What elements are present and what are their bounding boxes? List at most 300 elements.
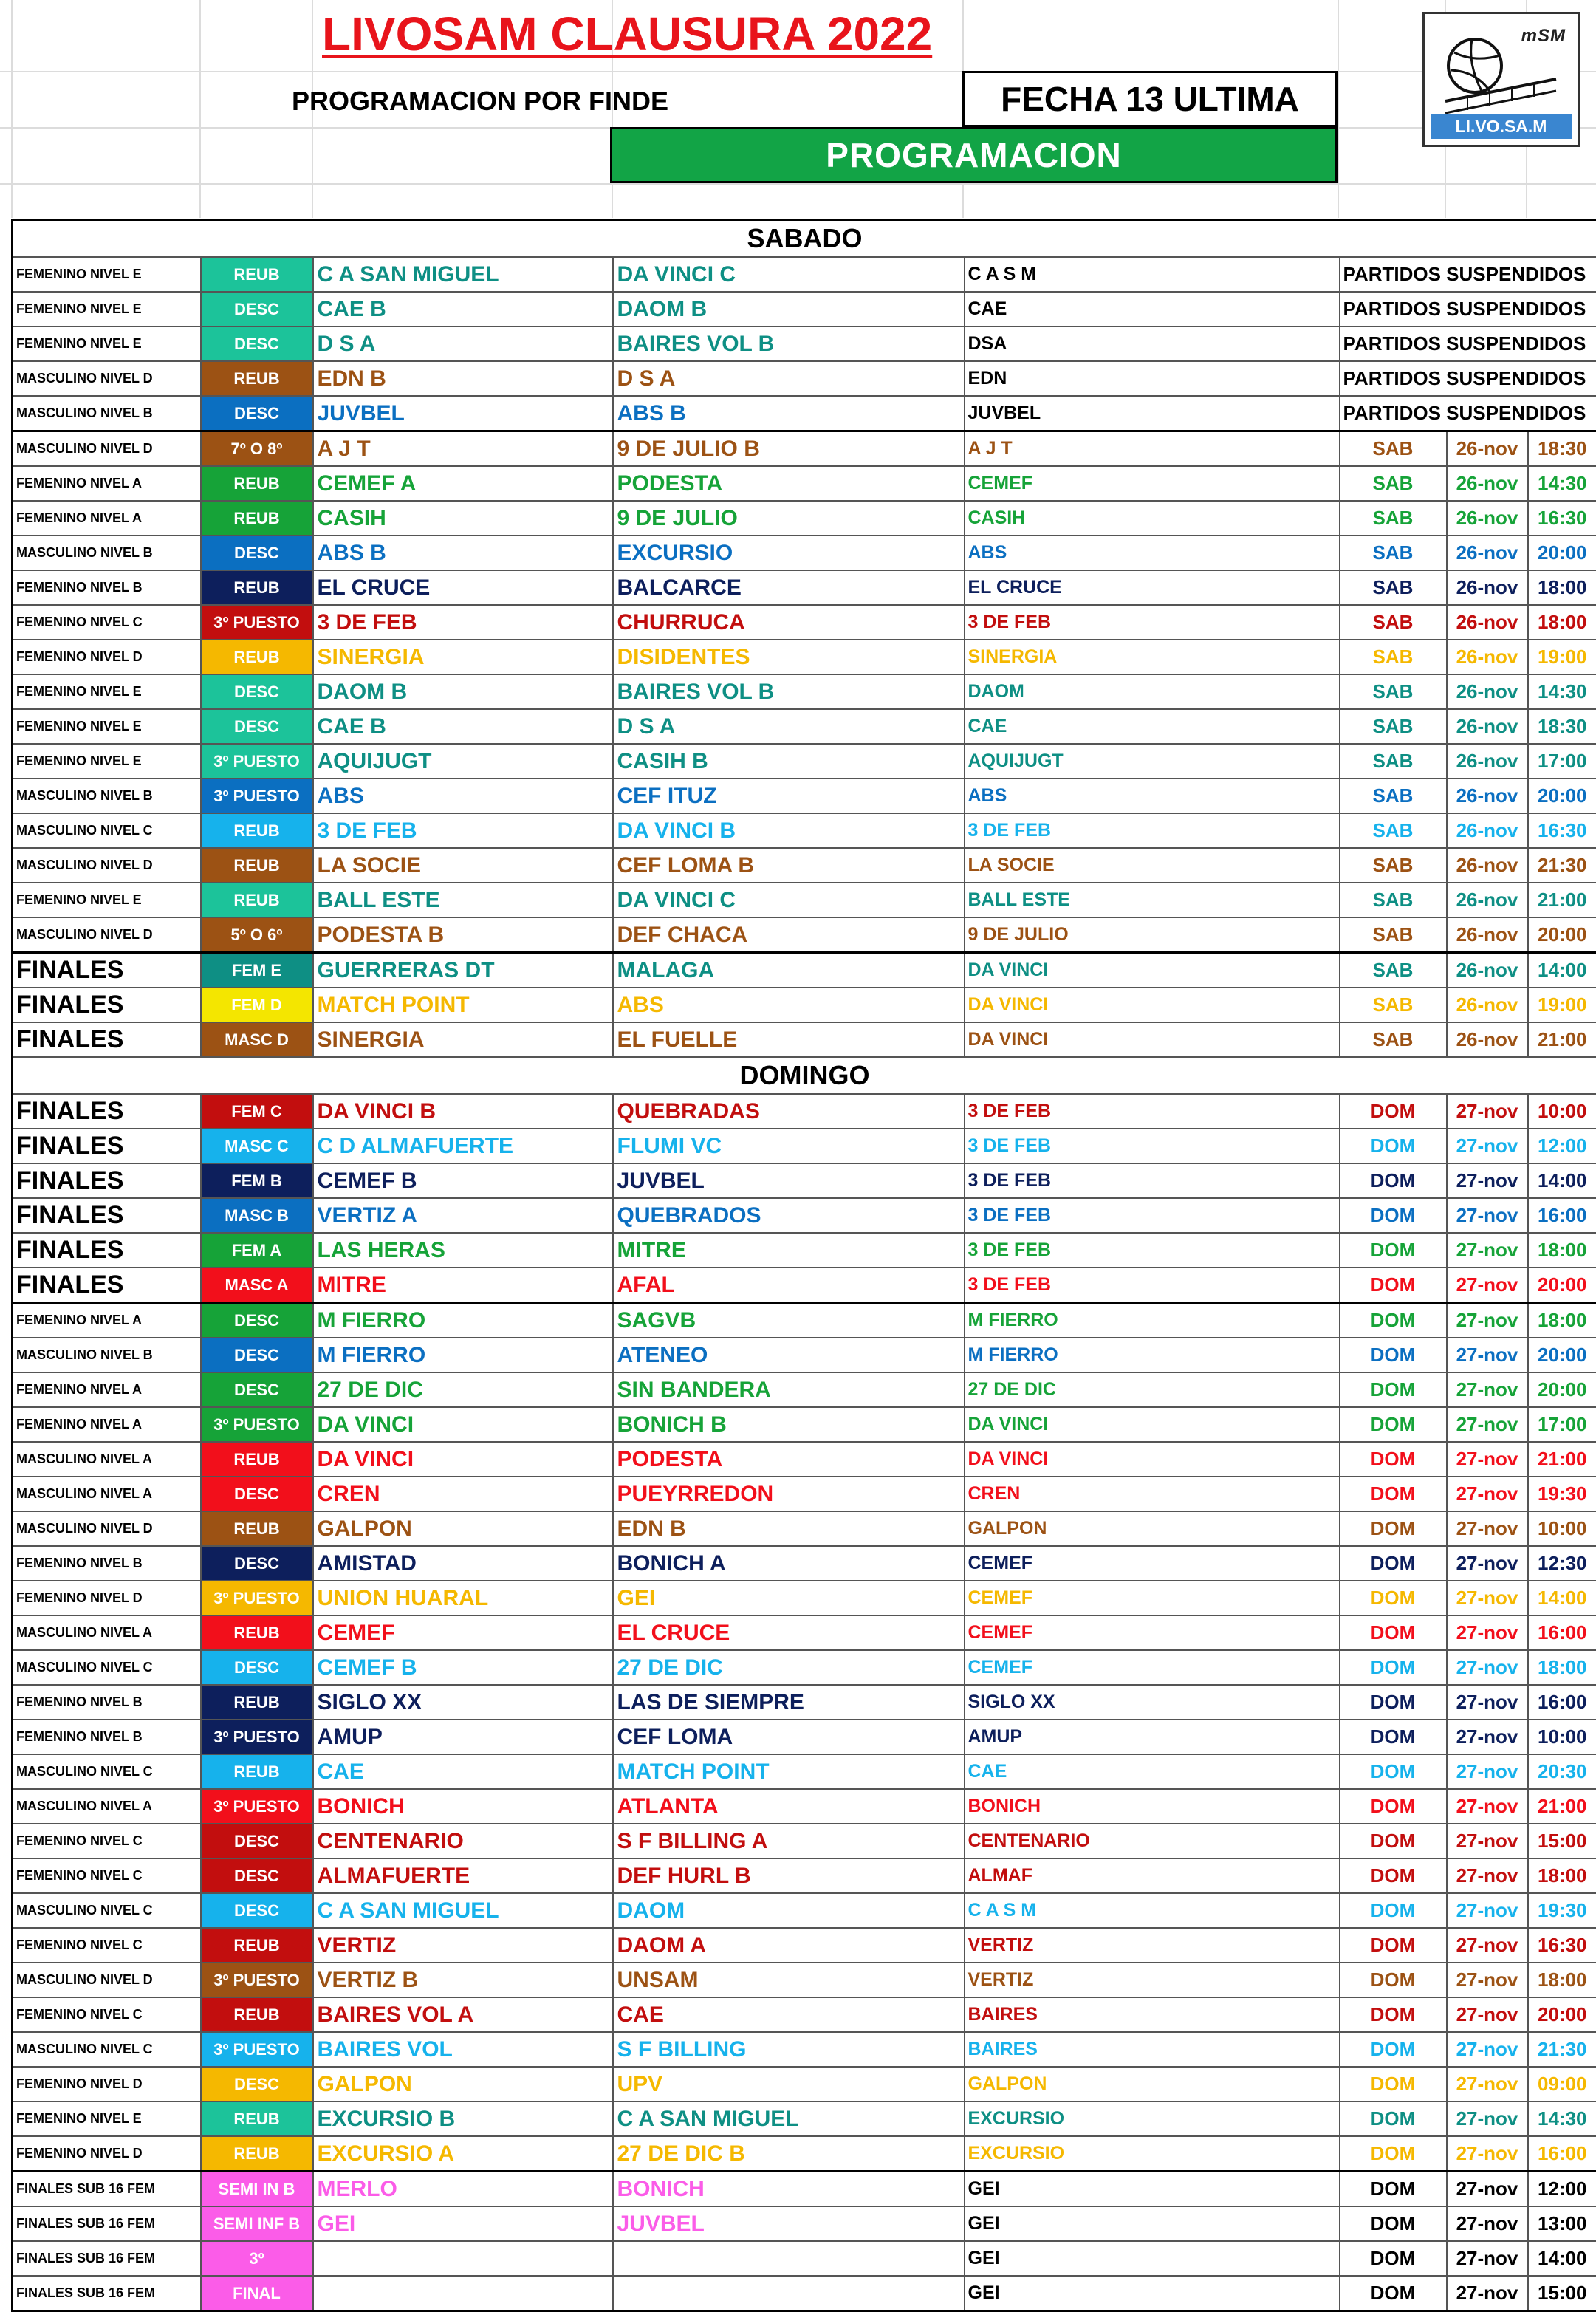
day-cell: SAB: [1340, 431, 1447, 467]
match-row: [13, 883, 1596, 917]
day-cell: DOM: [1340, 1997, 1447, 2032]
date-cell: 26-nov: [1447, 640, 1528, 674]
home-team-cell: BALL ESTE: [313, 883, 613, 917]
home-team-cell: CEMEF B: [313, 1163, 613, 1198]
round-badge: REUB: [201, 640, 313, 674]
category-cell: MASCULINO NIVEL D: [13, 848, 201, 883]
round-badge: SEMI IN B: [201, 2172, 313, 2207]
category-cell: FEMENINO NIVEL A: [13, 466, 201, 501]
time-cell: 21:00: [1528, 1789, 1596, 1824]
venue-cell: EL CRUCE: [965, 570, 1340, 605]
away-team-cell: FLUMI VC: [613, 1129, 965, 1163]
match-row: [13, 2101, 1596, 2136]
time-cell: 21:00: [1528, 1442, 1596, 1477]
away-team-cell: ABS B: [613, 396, 965, 431]
match-row: [13, 2032, 1596, 2067]
category-cell: FEMENINO NIVEL C: [13, 1997, 201, 2032]
category-cell: FINALES: [13, 1094, 201, 1129]
category-cell: MASCULINO NIVEL C: [13, 1893, 201, 1928]
date-cell: 26-nov: [1447, 1022, 1528, 1057]
round-badge: REUB: [201, 1615, 313, 1650]
home-team-cell: D S A: [313, 326, 613, 361]
day-cell: DOM: [1340, 2136, 1447, 2172]
home-team-cell: DA VINCI B: [313, 1094, 613, 1129]
date-cell: 26-nov: [1447, 953, 1528, 988]
venue-cell: EXCURSIO: [965, 2101, 1340, 2136]
home-team-cell: MATCH POINT: [313, 988, 613, 1022]
home-team-cell: SINERGIA: [313, 1022, 613, 1057]
date-cell: 27-nov: [1447, 1789, 1528, 1824]
away-team-cell: BONICH A: [613, 1546, 965, 1581]
away-team-cell: PODESTA: [613, 466, 965, 501]
date-cell: 26-nov: [1447, 501, 1528, 536]
match-row: [13, 779, 1596, 813]
venue-cell: 9 DE JULIO: [965, 917, 1340, 953]
home-team-cell: CEMEF B: [313, 1650, 613, 1685]
time-cell: 14:30: [1528, 466, 1596, 501]
day-cell: SAB: [1340, 605, 1447, 640]
venue-cell: EXCURSIO: [965, 2136, 1340, 2172]
match-row: [13, 501, 1596, 536]
match-row: [13, 1233, 1596, 1268]
venue-cell: GALPON: [965, 2067, 1340, 2101]
day-cell: DOM: [1340, 1789, 1447, 1824]
time-cell: 20:00: [1528, 1338, 1596, 1372]
time-cell: 14:00: [1528, 1163, 1596, 1198]
date-cell: 26-nov: [1447, 674, 1528, 709]
round-badge: FINAL: [201, 2276, 313, 2311]
round-badge: FEM E: [201, 953, 313, 988]
match-row: [13, 1685, 1596, 1720]
round-badge: DESC: [201, 326, 313, 361]
match-row: [13, 1198, 1596, 1233]
day-cell: DOM: [1340, 2276, 1447, 2311]
venue-cell: SINERGIA: [965, 640, 1340, 674]
away-team-cell: SAGVB: [613, 1303, 965, 1338]
round-badge: DESC: [201, 292, 313, 326]
match-row: [13, 1511, 1596, 1546]
venue-cell: BAIRES: [965, 1997, 1340, 2032]
venue-cell: GEI: [965, 2172, 1340, 2207]
round-badge: FEM B: [201, 1163, 313, 1198]
home-team-cell: DA VINCI: [313, 1442, 613, 1477]
day-cell: DOM: [1340, 2101, 1447, 2136]
away-team-cell: AFAL: [613, 1268, 965, 1303]
home-team-cell: VERTIZ: [313, 1928, 613, 1963]
round-badge: DESC: [201, 1372, 313, 1407]
match-row: [13, 1094, 1596, 1129]
round-badge: REUB: [201, 570, 313, 605]
match-row: [13, 2276, 1596, 2311]
day-cell: DOM: [1340, 1094, 1447, 1129]
day-cell: SAB: [1340, 744, 1447, 779]
home-team-cell: VERTIZ B: [313, 1963, 613, 1997]
home-team-cell: BONICH: [313, 1789, 613, 1824]
round-badge: DESC: [201, 709, 313, 744]
day-cell: DOM: [1340, 1477, 1447, 1511]
match-row: [13, 1789, 1596, 1824]
category-cell: MASCULINO NIVEL A: [13, 1789, 201, 1824]
category-cell: FEMENINO NIVEL B: [13, 1685, 201, 1720]
away-team-cell: UPV: [613, 2067, 965, 2101]
away-team-cell: DA VINCI B: [613, 813, 965, 848]
time-cell: 20:00: [1528, 1372, 1596, 1407]
round-badge: REUB: [201, 501, 313, 536]
away-team-cell: DEF CHACA: [613, 917, 965, 953]
date-cell: 27-nov: [1447, 2241, 1528, 2276]
match-row: [13, 1615, 1596, 1650]
venue-cell: 3 DE FEB: [965, 813, 1340, 848]
match-row: [13, 1581, 1596, 1615]
category-cell: MASCULINO NIVEL D: [13, 431, 201, 467]
home-team-cell: DAOM B: [313, 674, 613, 709]
away-team-cell: BALCARCE: [613, 570, 965, 605]
match-row: [13, 813, 1596, 848]
away-team-cell: MALAGA: [613, 953, 965, 988]
away-team-cell: DISIDENTES: [613, 640, 965, 674]
home-team-cell: CREN: [313, 1477, 613, 1511]
home-team-cell: AMUP: [313, 1720, 613, 1754]
time-cell: 21:30: [1528, 848, 1596, 883]
day-cell: SAB: [1340, 953, 1447, 988]
time-cell: 18:00: [1528, 1303, 1596, 1338]
date-cell: 27-nov: [1447, 1163, 1528, 1198]
day-cell: DOM: [1340, 1372, 1447, 1407]
category-cell: FINALES: [13, 1233, 201, 1268]
category-cell: MASCULINO NIVEL C: [13, 2032, 201, 2067]
match-row: [13, 326, 1596, 361]
status-note-cell: PARTIDOS SUSPENDIDOS: [1340, 361, 1596, 396]
match-row: [13, 605, 1596, 640]
day-cell: DOM: [1340, 1546, 1447, 1581]
category-cell: FEMENINO NIVEL A: [13, 1407, 201, 1442]
category-cell: MASCULINO NIVEL C: [13, 813, 201, 848]
category-cell: FEMENINO NIVEL E: [13, 257, 201, 292]
day-cell: DOM: [1340, 2206, 1447, 2241]
match-row: [13, 988, 1596, 1022]
date-cell: 27-nov: [1447, 1303, 1528, 1338]
day-cell: DOM: [1340, 1198, 1447, 1233]
away-team-cell: DAOM A: [613, 1928, 965, 1963]
category-cell: MASCULINO NIVEL B: [13, 1338, 201, 1372]
day-cell: DOM: [1340, 1685, 1447, 1720]
venue-cell: BALL ESTE: [965, 883, 1340, 917]
grid-line: [0, 71, 1596, 72]
home-team-cell: CAE B: [313, 709, 613, 744]
match-row: [13, 431, 1596, 467]
time-cell: 20:00: [1528, 536, 1596, 570]
day-cell: DOM: [1340, 1303, 1447, 1338]
time-cell: 18:00: [1528, 1233, 1596, 1268]
match-row: [13, 536, 1596, 570]
home-team-cell: GALPON: [313, 1511, 613, 1546]
time-cell: 12:00: [1528, 2172, 1596, 2207]
category-cell: FEMENINO NIVEL E: [13, 709, 201, 744]
category-cell: FEMENINO NIVEL C: [13, 1858, 201, 1893]
time-cell: 18:30: [1528, 431, 1596, 467]
home-team-cell: BAIRES VOL A: [313, 1997, 613, 2032]
day-cell: SAB: [1340, 501, 1447, 536]
date-cell: 27-nov: [1447, 1477, 1528, 1511]
date-cell: 27-nov: [1447, 1858, 1528, 1893]
home-team-cell: [313, 2276, 613, 2311]
date-cell: 27-nov: [1447, 1928, 1528, 1963]
page-subtitle: PROGRAMACION POR FINDE: [192, 83, 768, 120]
time-cell: 18:00: [1528, 1650, 1596, 1685]
date-cell: 27-nov: [1447, 1546, 1528, 1581]
date-cell: 26-nov: [1447, 466, 1528, 501]
match-row: [13, 466, 1596, 501]
round-badge: SEMI INF B: [201, 2206, 313, 2241]
away-team-cell: S F BILLING A: [613, 1824, 965, 1858]
date-cell: 27-nov: [1447, 1268, 1528, 1303]
match-row: [13, 1442, 1596, 1477]
round-badge: DESC: [201, 674, 313, 709]
venue-cell: ALMAF: [965, 1858, 1340, 1893]
home-team-cell: A J T: [313, 431, 613, 467]
match-row: [13, 2067, 1596, 2101]
date-cell: 27-nov: [1447, 1650, 1528, 1685]
date-cell: 27-nov: [1447, 1511, 1528, 1546]
match-row: [13, 953, 1596, 988]
day-cell: SAB: [1340, 570, 1447, 605]
category-cell: FEMENINO NIVEL E: [13, 674, 201, 709]
date-cell: 27-nov: [1447, 2032, 1528, 2067]
date-cell: 27-nov: [1447, 2136, 1528, 2172]
category-cell: FINALES SUB 16 FEM: [13, 2172, 201, 2207]
venue-cell: AQUIJUGT: [965, 744, 1340, 779]
day-cell: DOM: [1340, 1824, 1447, 1858]
venue-cell: 3 DE FEB: [965, 1198, 1340, 1233]
round-badge: DESC: [201, 536, 313, 570]
match-row: [13, 917, 1596, 953]
date-cell: 27-nov: [1447, 1129, 1528, 1163]
status-note-cell: PARTIDOS SUSPENDIDOS: [1340, 396, 1596, 431]
venue-cell: 27 DE DIC: [965, 1372, 1340, 1407]
date-cell: 27-nov: [1447, 1233, 1528, 1268]
home-team-cell: [313, 2241, 613, 2276]
round-badge: REUB: [201, 257, 313, 292]
home-team-cell: AQUIJUGT: [313, 744, 613, 779]
day-cell: DOM: [1340, 1581, 1447, 1615]
venue-cell: CASIH: [965, 501, 1340, 536]
round-badge: REUB: [201, 883, 313, 917]
category-cell: FEMENINO NIVEL E: [13, 883, 201, 917]
category-cell: FEMENINO NIVEL E: [13, 744, 201, 779]
category-cell: FINALES SUB 16 FEM: [13, 2276, 201, 2311]
away-team-cell: ABS: [613, 988, 965, 1022]
category-cell: FINALES: [13, 1268, 201, 1303]
day-cell: DOM: [1340, 1163, 1447, 1198]
category-cell: FINALES: [13, 1129, 201, 1163]
date-cell: 26-nov: [1447, 988, 1528, 1022]
venue-cell: ABS: [965, 536, 1340, 570]
time-cell: 18:00: [1528, 605, 1596, 640]
category-cell: FEMENINO NIVEL D: [13, 2136, 201, 2172]
round-badge: REUB: [201, 848, 313, 883]
venue-cell: CAE: [965, 292, 1340, 326]
venue-cell: DAOM: [965, 674, 1340, 709]
date-cell: 27-nov: [1447, 1685, 1528, 1720]
match-row: [13, 1022, 1596, 1057]
day-cell: SAB: [1340, 988, 1447, 1022]
round-badge: DESC: [201, 1303, 313, 1338]
match-row: [13, 1477, 1596, 1511]
match-row: [13, 570, 1596, 605]
time-cell: 14:00: [1528, 1581, 1596, 1615]
round-badge: DESC: [201, 1893, 313, 1928]
date-cell: 27-nov: [1447, 2206, 1528, 2241]
date-cell: 27-nov: [1447, 1442, 1528, 1477]
category-cell: MASCULINO NIVEL B: [13, 779, 201, 813]
category-cell: MASCULINO NIVEL D: [13, 361, 201, 396]
round-badge: MASC C: [201, 1129, 313, 1163]
home-team-cell: ABS B: [313, 536, 613, 570]
round-badge: REUB: [201, 1442, 313, 1477]
time-cell: 18:00: [1528, 1858, 1596, 1893]
match-row: [13, 709, 1596, 744]
away-team-cell: EXCURSIO: [613, 536, 965, 570]
home-team-cell: EXCURSIO A: [313, 2136, 613, 2172]
time-cell: 16:30: [1528, 1928, 1596, 1963]
match-row: [13, 1997, 1596, 2032]
time-cell: 10:00: [1528, 1094, 1596, 1129]
category-cell: FEMENINO NIVEL C: [13, 1928, 201, 1963]
home-team-cell: C D ALMAFUERTE: [313, 1129, 613, 1163]
match-row: [13, 1963, 1596, 1997]
home-team-cell: GEI: [313, 2206, 613, 2241]
round-badge: DESC: [201, 1546, 313, 1581]
venue-cell: CENTENARIO: [965, 1824, 1340, 1858]
match-row: [13, 2206, 1596, 2241]
match-row: [13, 1650, 1596, 1685]
date-cell: 27-nov: [1447, 1407, 1528, 1442]
time-cell: 16:00: [1528, 1685, 1596, 1720]
home-team-cell: EXCURSIO B: [313, 2101, 613, 2136]
time-cell: 16:00: [1528, 1615, 1596, 1650]
venue-cell: DA VINCI: [965, 953, 1340, 988]
match-row: [13, 396, 1596, 431]
category-cell: MASCULINO NIVEL D: [13, 1511, 201, 1546]
match-row: [13, 1720, 1596, 1754]
category-cell: MASCULINO NIVEL D: [13, 1963, 201, 1997]
time-cell: 12:30: [1528, 1546, 1596, 1581]
time-cell: 16:00: [1528, 2136, 1596, 2172]
round-badge: 3º PUESTO: [201, 1581, 313, 1615]
category-cell: MASCULINO NIVEL B: [13, 396, 201, 431]
time-cell: 20:00: [1528, 779, 1596, 813]
away-team-cell: QUEBRADOS: [613, 1198, 965, 1233]
match-row: [13, 1546, 1596, 1581]
date-cell: 27-nov: [1447, 1720, 1528, 1754]
away-team-cell: CEF LOMA B: [613, 848, 965, 883]
day-cell: SAB: [1340, 536, 1447, 570]
venue-cell: ABS: [965, 779, 1340, 813]
venue-cell: 3 DE FEB: [965, 1233, 1340, 1268]
date-cell: 27-nov: [1447, 1754, 1528, 1789]
round-badge: 3º PUESTO: [201, 2032, 313, 2067]
time-cell: 21:30: [1528, 2032, 1596, 2067]
home-team-cell: LA SOCIE: [313, 848, 613, 883]
logo-caption: LI.VO.SA.M: [1431, 114, 1572, 139]
home-team-cell: DA VINCI: [313, 1407, 613, 1442]
venue-cell: CAE: [965, 709, 1340, 744]
date-cell: 27-nov: [1447, 1615, 1528, 1650]
venue-cell: SIGLO XX: [965, 1685, 1340, 1720]
category-cell: FEMENINO NIVEL A: [13, 501, 201, 536]
round-badge: FEM C: [201, 1094, 313, 1129]
venue-cell: CEMEF: [965, 1650, 1340, 1685]
day-cell: DOM: [1340, 1442, 1447, 1477]
date-cell: 27-nov: [1447, 1338, 1528, 1372]
match-row: [13, 1338, 1596, 1372]
venue-cell: M FIERRO: [965, 1303, 1340, 1338]
date-cell: 27-nov: [1447, 1372, 1528, 1407]
round-badge: DESC: [201, 2067, 313, 2101]
date-cell: 26-nov: [1447, 605, 1528, 640]
round-badge: REUB: [201, 1997, 313, 2032]
away-team-cell: PODESTA: [613, 1442, 965, 1477]
date-cell: 26-nov: [1447, 883, 1528, 917]
home-team-cell: VERTIZ A: [313, 1198, 613, 1233]
time-cell: 19:00: [1528, 640, 1596, 674]
date-cell: 27-nov: [1447, 2172, 1528, 2207]
round-badge: REUB: [201, 361, 313, 396]
date-cell: 26-nov: [1447, 848, 1528, 883]
day-cell: DOM: [1340, 1928, 1447, 1963]
match-row: [13, 1268, 1596, 1303]
time-cell: 10:00: [1528, 1720, 1596, 1754]
away-team-cell: ATLANTA: [613, 1789, 965, 1824]
round-badge: MASC B: [201, 1198, 313, 1233]
date-cell: 26-nov: [1447, 813, 1528, 848]
day-cell: SAB: [1340, 848, 1447, 883]
day-cell: SAB: [1340, 883, 1447, 917]
away-team-cell: 27 DE DIC B: [613, 2136, 965, 2172]
round-badge: 3º PUESTO: [201, 744, 313, 779]
round-badge: 3º PUESTO: [201, 1407, 313, 1442]
match-row: [13, 1372, 1596, 1407]
venue-cell: CAE: [965, 1754, 1340, 1789]
away-team-cell: EDN B: [613, 1511, 965, 1546]
away-team-cell: BAIRES VOL B: [613, 326, 965, 361]
category-cell: FINALES: [13, 1198, 201, 1233]
away-team-cell: [613, 2276, 965, 2311]
venue-cell: C A S M: [965, 1893, 1340, 1928]
date-cell: 26-nov: [1447, 570, 1528, 605]
home-team-cell: 3 DE FEB: [313, 813, 613, 848]
time-cell: 17:00: [1528, 744, 1596, 779]
day-cell: DOM: [1340, 1129, 1447, 1163]
category-cell: FINALES: [13, 1022, 201, 1057]
day-cell: SAB: [1340, 709, 1447, 744]
away-team-cell: 9 DE JULIO B: [613, 431, 965, 467]
home-team-cell: M FIERRO: [313, 1338, 613, 1372]
category-cell: FEMENINO NIVEL E: [13, 326, 201, 361]
time-cell: 20:30: [1528, 1754, 1596, 1789]
date-cell: 27-nov: [1447, 1094, 1528, 1129]
away-team-cell: EL FUELLE: [613, 1022, 965, 1057]
home-team-cell: JUVBEL: [313, 396, 613, 431]
venue-cell: GALPON: [965, 1511, 1340, 1546]
home-team-cell: CASIH: [313, 501, 613, 536]
category-cell: FEMENINO NIVEL E: [13, 2101, 201, 2136]
match-row: [13, 640, 1596, 674]
round-badge: 3º: [201, 2241, 313, 2276]
venue-cell: EDN: [965, 361, 1340, 396]
time-cell: 14:00: [1528, 2241, 1596, 2276]
match-row: [13, 1928, 1596, 1963]
